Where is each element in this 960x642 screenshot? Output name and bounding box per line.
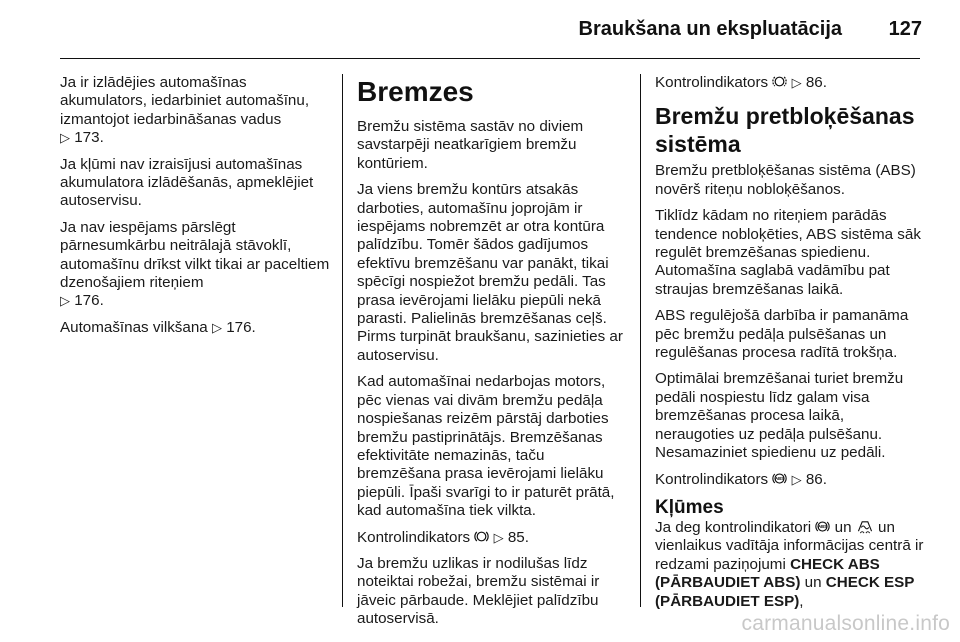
paragraph-text: un vienlaikus vadītāja informācijas centrā ir redzami paziņojumi (655, 518, 924, 573)
paragraph: Kad automašīnai nedarbojas motors, pēc vienas vai divām bremžu pedāļa nospiešanas reizēm pārstāj darboties bremžu pastiprinātājs. Bremzēšanas efektivitāte nemazinās, taču bremzēšana prasa ievērojami lielāku piepūli. Īpaši svarīgi to ir paturēt prātā, kad automašīna tiek vilkta. (357, 373, 615, 520)
svg-text:ABS: ABS (775, 475, 785, 481)
paragraph-text: Kontrolindikators (655, 470, 769, 488)
paragraph-text: , (799, 592, 804, 610)
page-reference[interactable]: 176. (74, 292, 104, 310)
paragraph: Ja kļūmi nav izraisījusi automašīnas akumulatora izlādēšanās, apmeklējiet autoservisu. (60, 155, 314, 210)
paragraph-text: Ja ir izlādējies automašīnas akumulators, iedarbiniet automašīnu, izmantojot iedarbināšanas vadus (60, 74, 310, 128)
paragraph: Ja viens bremžu kontūrs atsakās darboties, automašīnu joprojām ir iespējams nobremzēt ar otra kontūra palīdzību. Tomēr šādos gadījumos efektīvu bremzēšanu var panākt, tikai spēcīgi nospiežot bremžu pedāli. Tas prasa ievērojami lielāku piepūli nekā parasti. Palielinās bremzēšanas ceļš. Pirms turpināt braukšanu, sazinieties ar autoservisu. (357, 181, 623, 364)
reference-arrow-icon: ▷ (211, 319, 222, 335)
paragraph: Bremžu sistēma sastāv no diviem savstarpēji neatkarīgiem bremžu kontūriem. (357, 118, 584, 172)
paragraph: Tiklīdz kādam no riteņiem parādās tendence nobloķēties, ABS sistēma sāk regulēt bremzēšanas spiedienu. Automašīna saglabā vadāmību pat straujas bremzēšanas laikā. (655, 207, 921, 298)
paragraph: Optimālai bremzēšanai turiet bremžu pedāli nospiestu līdz galam visa bremzēšanas procesa laikā, neraugoties uz pedāļa pulsēšanu. Nesamaziniet spiedienu uz pedāli. (655, 370, 904, 462)
page-reference[interactable]: 86. (805, 470, 827, 488)
abs-icon (815, 519, 830, 534)
svg-text:ABS: ABS (818, 524, 828, 530)
paragraph-text: Kontrolindikators (655, 74, 769, 91)
brake-pad-warning-icon (772, 74, 787, 89)
paragraph (60, 74, 332, 148)
paragraph-text: un (804, 574, 822, 592)
page-reference[interactable]: 176. (226, 318, 256, 336)
header-rule (60, 58, 920, 59)
column-divider (342, 74, 343, 607)
paragraph (60, 219, 332, 311)
subsection-heading: Kļūmes (655, 496, 724, 518)
paragraph: Ja bremžu uzlikas ir nodilušas līdz noteiktai robežai, bremžu sistēmai ir jāveic pārbaude. Meklējiet palīdzību autoservisā. (357, 554, 600, 628)
section-heading: Bremžu pretbloķēšanas sistēma (655, 103, 915, 158)
paragraph: Bremžu pretbloķēšanas sistēma (ABS) novērš riteņu nobloķēšanos. (655, 162, 916, 198)
paragraph: ABS regulējošā darbība ir pamanāma pēc bremžu pedāļa pulsēšanas un regulēšanas procesa radītā trokšņa. (655, 307, 909, 362)
paragraph-text: Ja deg kontrolindikatori (655, 518, 812, 536)
page-reference[interactable]: 85. (507, 528, 529, 546)
paragraph-text: Automašīnas vilkšana (60, 318, 208, 336)
esp-icon (856, 519, 874, 534)
reference-arrow-icon: ▷ (791, 75, 802, 90)
reference-arrow-icon: ▷ (60, 293, 70, 309)
column-1 (60, 74, 332, 345)
column-2 (357, 74, 629, 637)
watermark: carmanualsonline.info (741, 612, 950, 635)
paragraph (655, 471, 927, 489)
section-heading: Bremzes (357, 76, 474, 107)
page-reference[interactable]: 173. (74, 129, 104, 147)
column-3 (655, 74, 927, 619)
brake-warning-icon (474, 529, 489, 544)
reference-arrow-icon: ▷ (493, 529, 504, 545)
page-number: 127 (888, 18, 922, 40)
paragraph-text: Ja nav iespējams pārslēgt pārnesumkārbu neitrālajā stāvoklī, automašīnu drīkst vilkt tikai ar paceltiem dzenošajiem riteņiem (60, 218, 330, 292)
paragraph (357, 529, 629, 547)
message-text: CHECK ABS (PĀRBAUDIET ABS) (655, 555, 880, 592)
reference-arrow-icon: ▷ (60, 130, 70, 146)
reference-arrow-icon: ▷ (791, 471, 802, 487)
paragraph-text: Kontrolindikators (357, 528, 471, 546)
paragraph-text: un (834, 518, 852, 536)
paragraph (655, 519, 927, 611)
page-reference[interactable]: 86. (805, 74, 827, 91)
abs-icon (772, 471, 787, 486)
message-text: CHECK ESP (PĀRBAUDIET ESP) (655, 574, 915, 610)
paragraph (655, 74, 927, 92)
page-header-title: Braukšana un ekspluatācija (578, 18, 842, 40)
paragraph (60, 319, 332, 337)
column-divider (640, 74, 641, 607)
